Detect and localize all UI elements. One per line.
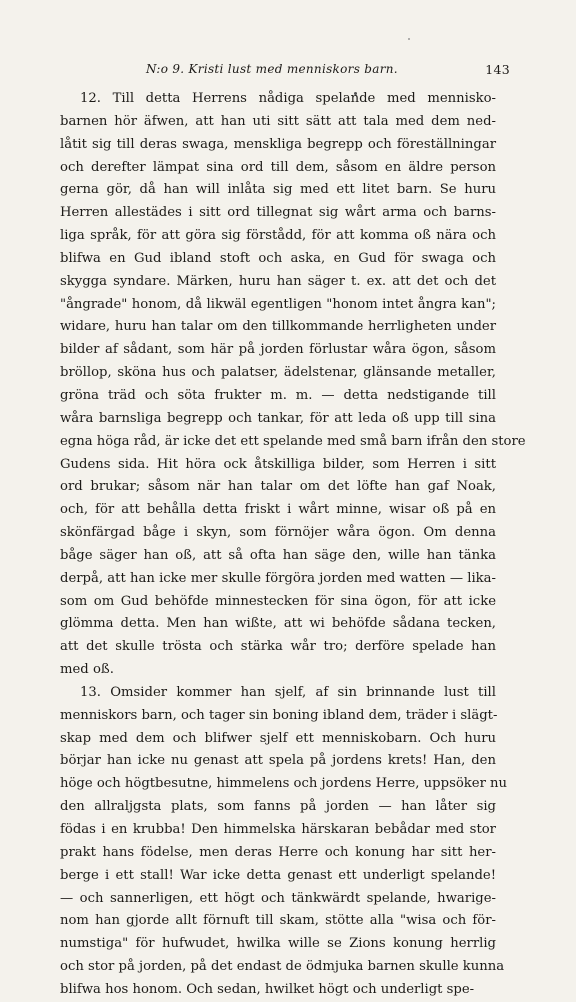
text-line: bröllop, sköna hus och palatser, ädelstenar, glänsande metaller, <box>60 365 496 381</box>
text-line: ord brukar; såsom när han talar om det löfte han gaf Noak, <box>60 479 496 495</box>
text-line: egna höga råd, är icke det ett spelande med små barn ifrån den store <box>60 433 526 449</box>
text-line: berge i ett stall! War icke detta genast ett underligt spelande! <box>60 867 496 883</box>
page-number: 143 <box>485 62 510 77</box>
text-line: "ångrade" honom, då likwäl egentligen "honom intet ångra kan"; <box>60 296 496 312</box>
text-line: och derefter lämpat sina ord till dem, såsom en äldre person <box>60 159 496 175</box>
text-line: och stor på jorden, på det endast de ödmjuka barnen skulle kunna <box>60 959 505 975</box>
text-line: gröna träd och söta frukter m. m. — detta nedstigande till <box>60 387 496 403</box>
text-line: wåra barnsliga begrepp och tankar, för att leda oß upp till sina <box>60 410 496 426</box>
running-header <box>56 58 510 78</box>
text-line: 13. Omsider kommer han sjelf, af sin brinnande lust till <box>80 684 496 700</box>
text-line: båge säger han oß, att så ofta han säge den, wille han tänka <box>60 547 496 563</box>
text-line: derpå, att han icke mer skulle förgöra jorden med watten — lika- <box>60 570 496 586</box>
ink-speck <box>408 38 410 40</box>
body-text <box>60 88 526 1002</box>
text-line: glömma detta. Men han wißte, att wi behöfde sådana tecken, <box>60 616 496 632</box>
text-line: 12. Till detta Herrens nådiga spelande med mennisko- <box>80 91 496 106</box>
text-line: Herren allestädes i sitt ord tillegnat sig wårt arma och barns- <box>60 205 496 221</box>
text-line: skönfärgad båge i skyn, som förnöjer wåra ögon. Om denna <box>60 525 496 541</box>
text-line: den allraljgsta plats, som fanns på jorden — han låter sig <box>60 799 496 815</box>
paragraph-13 <box>60 682 508 1002</box>
text-line: som om Gud behöfde minnestecken för sina ögon, för att icke <box>60 593 496 609</box>
text-line: skygga syndare. Märken, huru han säger t. ex. att det och det <box>60 273 496 289</box>
text-line: menniskors barn, och tager sin boning ibland dem, träder i slägt- <box>60 707 498 723</box>
text-line: blifwa hos honom. Och sedan, hwilket högt och underligt spe- <box>60 981 475 997</box>
text-line: och, för att behålla detta friskt i wårt minne, wisar oß på en <box>60 502 496 518</box>
text-line: barnen hör äfwen, att han uti sitt sätt att tala med dem ned- <box>60 113 496 129</box>
text-line: Gudens sida. Hit höra ock åtskilliga bilder, som Herren i sitt <box>60 456 496 472</box>
text-line: liga språk, för att göra sig förstådd, för att komma oß nära och <box>60 228 496 244</box>
text-line: bilder af sådant, som här på jorden förlustar wåra ögon, såsom <box>60 342 496 358</box>
text-line: skap med dem och blifwer sjelf ett menniskobarn. Och huru <box>60 730 496 746</box>
text-line: numstiga" för hufwudet, hwilka wille se Zions konung herrlig <box>60 936 496 952</box>
text-line: låtit sig till deras swaga, menskliga begrepp och föreställningar <box>60 136 496 152</box>
text-line: höge och högtbesutne, himmelens och jordens Herre, uppsöker nu <box>60 776 508 792</box>
text-line: widare, huru han talar om den tillkommande herrligheten under <box>60 319 496 335</box>
text-line: blifwa en Gud ibland stoft och aska, en Gud för swaga och <box>60 250 496 266</box>
text-line: med oß. <box>60 662 114 678</box>
text-line: att det skulle trösta och stärka wår tro; derföre spelade han <box>60 639 496 655</box>
text-line: prakt hans födelse, men deras Herre och konung har sitt her- <box>60 844 496 860</box>
paragraph-12 <box>60 88 526 682</box>
text-line: nom han gjorde allt förnuft till skam, stötte alla "wisa och för- <box>60 913 496 929</box>
text-line: börjar han icke nu genast att spela på jordens krets! Han, den <box>60 753 496 769</box>
text-line: födas i en krubba! Den himmelska härskaran bebådar med stor <box>60 822 496 837</box>
text-line: gerna gör, då han will inlåta sig med ett litet barn. Se huru <box>60 182 496 198</box>
running-title: N:o 9. Kristi lust med menniskors barn. <box>146 62 398 76</box>
text-line: — och sannerligen, ett högt och tänkwärdt spelande, hwarige- <box>60 890 496 906</box>
